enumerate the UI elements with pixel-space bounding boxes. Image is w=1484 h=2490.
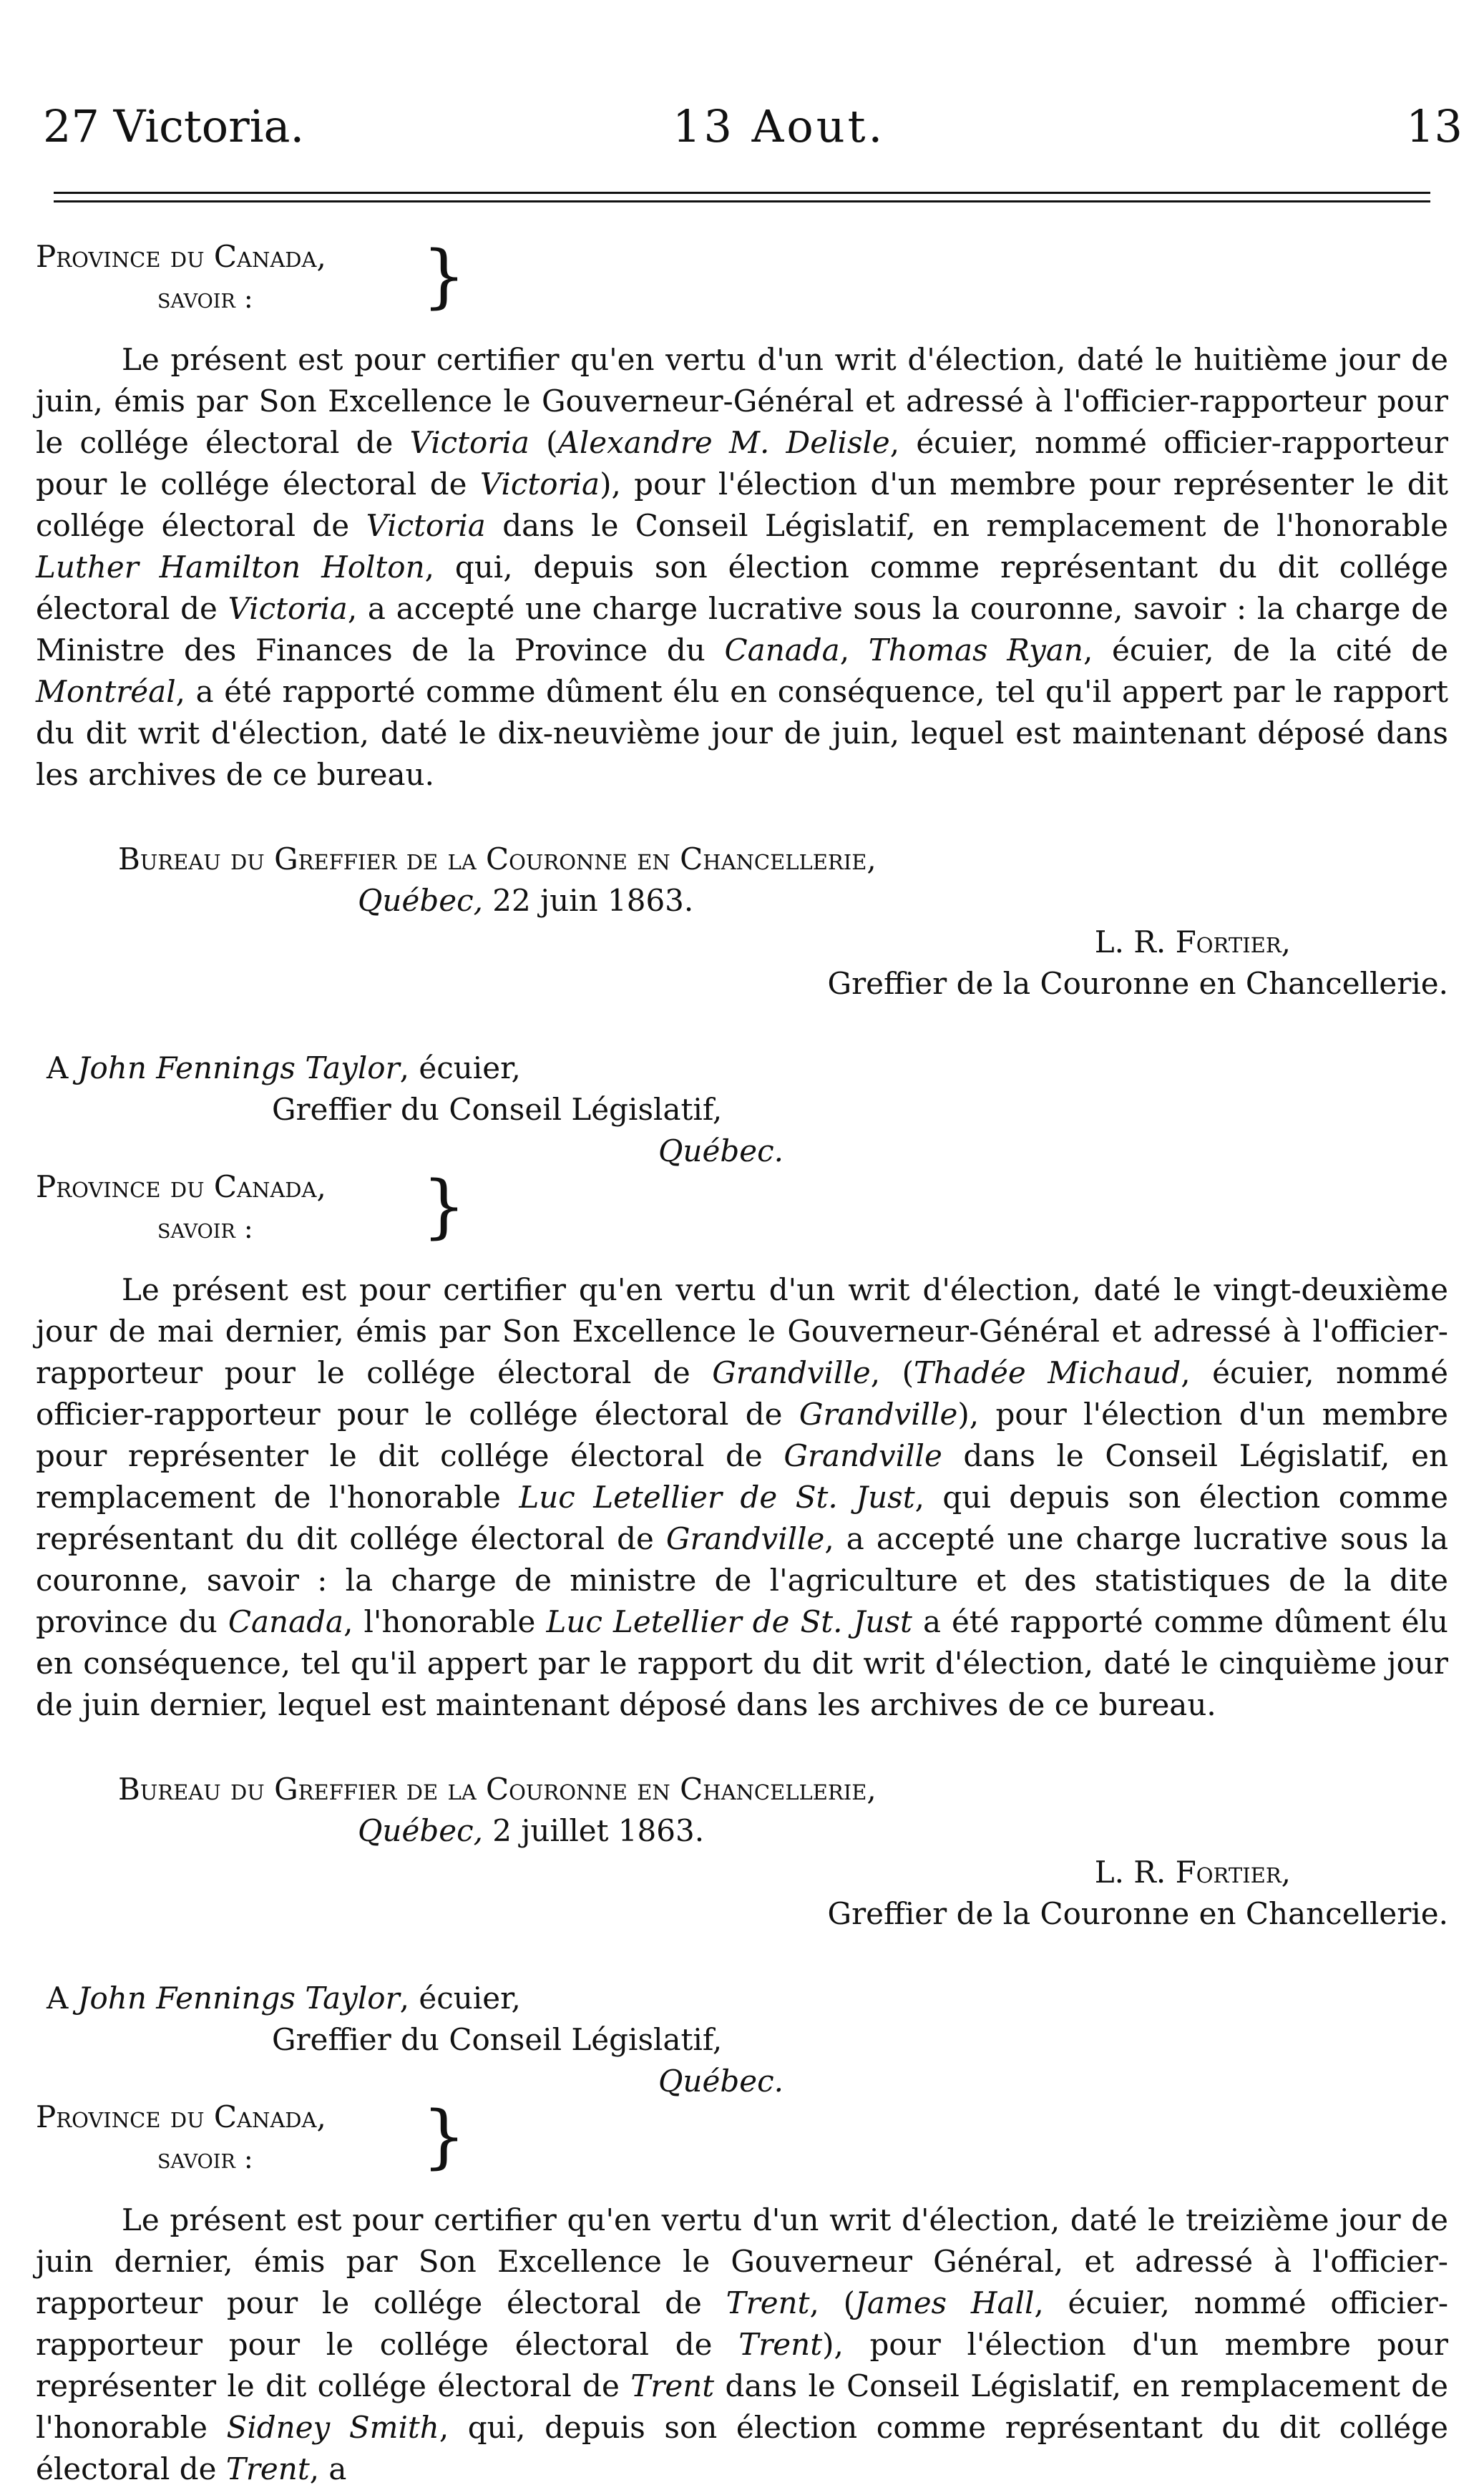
brace-symbol: }: [422, 2096, 467, 2177]
certificate-body: Le présent est pour certifier qu'en vertu d'un writ d'élection, daté le vingt-deuxième jour de mai dernier, émis par Son Excellence le Gouverneur-Général et adressé à l'officier-rapporteur pour le collége électoral de Grandville, (Thadée Michaud, écuier, nommé officier-rapporteur pour le collége électoral de Grandville), pour l'élection d'un membre pour représenter le dit collége électoral de Grandville dans le Conseil Législatif, en remplacement de l'honorable Luc Letellier de St. Just, qui depuis son élection comme représentant du dit collége électoral de Grandville, a accepté une charge lucrative sous la couronne, savoir : la charge de ministre de l'agriculture et des statistiques de la dite province du Canada, l'honorable Luc Letellier de St. Just a été rapporté comme dûment élu en conséquence, tel qu'il appert par le rapport du dit writ d'élection, daté le cinquième jour de juin dernier, lequel est maintenant déposé dans les archives de ce bureau.: [36, 1272, 1449, 1722]
bureau-line: Bureau du Greffier de la Couronne en Chancellerie,: [118, 1772, 877, 1807]
address-line-3: Québec.: [658, 1133, 784, 1168]
signature-title: Greffier de la Couronne en Chancellerie.: [827, 1896, 1448, 1931]
address-line-1: A John Fennings Taylor, écuier,: [47, 1050, 521, 1085]
certificate-section-1: [36, 236, 1448, 1172]
province-heading: [36, 236, 1448, 319]
bureau-line: Bureau du Greffier de la Couronne en Chancellerie,: [118, 841, 877, 877]
savoir-label: savoir :: [157, 2143, 253, 2174]
header-center: 13 Aout.: [673, 100, 886, 152]
certificate-section-3: [36, 2096, 1448, 2490]
address-line-2: Greffier du Conseil Législatif,: [272, 2022, 723, 2057]
header-left: 27 Victoria.: [43, 100, 305, 152]
brace-symbol: }: [422, 1166, 467, 1246]
date-line: Québec, 22 juin 1863.: [358, 883, 694, 918]
province-heading: [36, 1166, 1448, 1249]
header-rule-top: [54, 192, 1430, 194]
province-heading: [36, 2096, 1448, 2179]
date-line: Québec, 2 juillet 1863.: [358, 1813, 705, 1848]
province-label: Province du Canada,: [36, 1169, 326, 1204]
province-label: Province du Canada,: [36, 239, 326, 274]
header-rule-bottom: [54, 200, 1430, 202]
signature-name: L. R. Fortier,: [1094, 924, 1291, 960]
address-line-1: A John Fennings Taylor, écuier,: [47, 1981, 521, 2016]
certificate-body: Le présent est pour certifier qu'en vertu d'un writ d'élection, daté le huitième jour de juin, émis par Son Excellence le Gouverneur-Général et adressé à l'officier-rapporteur pour le collége électoral de Victoria (Alexandre M. Delisle, écuier, nommé officier-rapporteur pour le collége électoral de Victoria), pour l'élection d'un membre pour représenter le dit collége électoral de Victoria dans le Conseil Législatif, en remplacement de l'honorable Luther Hamilton Holton, qui, depuis son élection comme représentant du dit collége électoral de Victoria, a accepté une charge lucrative sous la couronne, savoir : la charge de Ministre des Finances de la Province du Canada, Thomas Ryan, écuier, de la cité de Montréal, a été rapporté comme dûment élu en conséquence, tel qu'il appert par le rapport du dit writ d'élection, daté le dix-neuvième jour de juin, lequel est maintenant déposé dans les archives de ce bureau.: [36, 342, 1449, 792]
page-header: [43, 100, 1463, 165]
address-line-3: Québec.: [658, 2064, 784, 2099]
savoir-label: savoir :: [157, 283, 253, 314]
certificate-section-2: [36, 1166, 1448, 2102]
signature-title: Greffier de la Couronne en Chancellerie.: [827, 966, 1448, 1001]
province-label: Province du Canada,: [36, 2099, 326, 2134]
signature-name: L. R. Fortier,: [1094, 1855, 1291, 1890]
address-line-2: Greffier du Conseil Législatif,: [272, 1092, 723, 1127]
brace-symbol: }: [422, 236, 467, 316]
savoir-label: savoir :: [157, 1213, 253, 1244]
certificate-body: Le présent est pour certifier qu'en vertu d'un writ d'élection, daté le treizième jour de juin dernier, émis par Son Excellence le Gouverneur Général, et adressé à l'officier-rapporteur pour le collége électoral de Trent, (James Hall, écuier, nommé officier-rapporteur pour le collége électoral de Trent), pour l'élection d'un membre pour représenter le dit collége électoral de Trent dans le Conseil Législatif, en remplacement de l'honorable Sidney Smith, qui, depuis son élection comme représentant du dit collége électoral de Trent, a: [36, 2202, 1449, 2486]
page-number: 13: [1406, 100, 1463, 152]
